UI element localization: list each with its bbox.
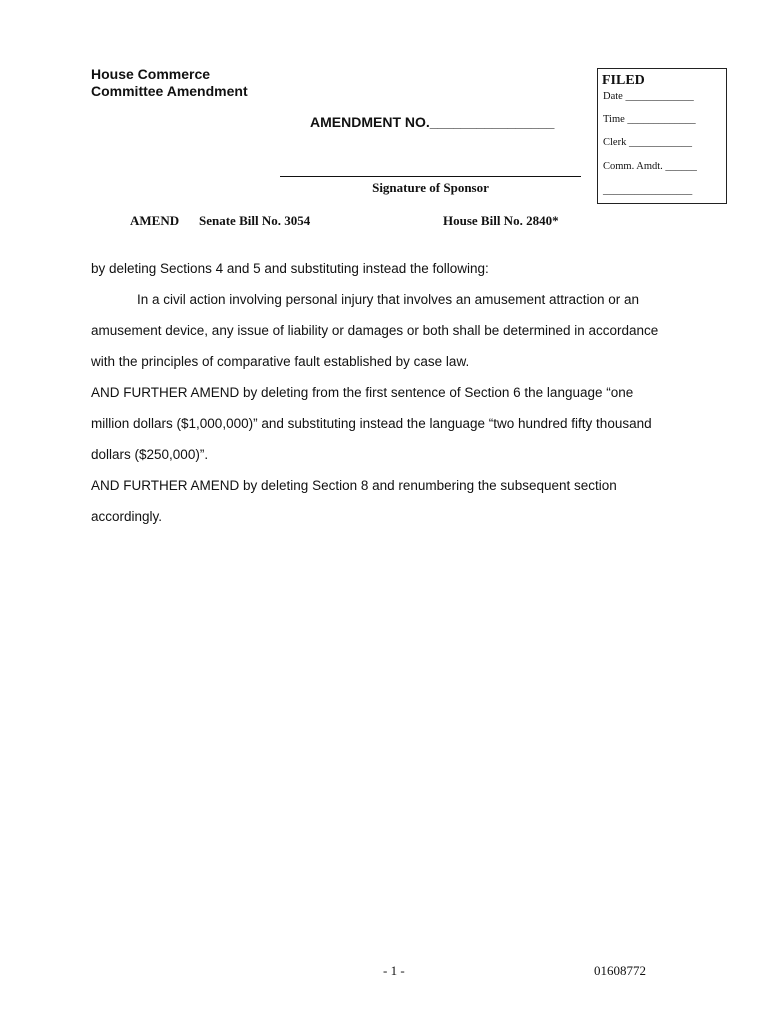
filed-comm-amdt: Comm. Amdt. ______ — [603, 161, 697, 172]
amendment-number: AMENDMENT NO.________________ — [310, 114, 555, 130]
amendment-body — [91, 253, 691, 532]
committee-line-2: Committee Amendment — [91, 83, 248, 99]
filed-time: Time _____________ — [603, 114, 696, 125]
paragraph-line: accordingly. — [91, 509, 163, 524]
paragraph-line: million dollars ($1,000,000)” and substituting instead the language “two hundred fifty thousand — [91, 416, 652, 431]
intro-line: by deleting Sections 4 and 5 and substituting instead the following: — [91, 261, 489, 276]
signature-label: Signature of Sponsor — [372, 180, 489, 195]
paragraph-line: In a civil action involving personal injury that involves an amusement attraction or an — [137, 292, 640, 307]
paragraph-line: amusement device, any issue of liability or damages or both shall be determined in accordance — [91, 323, 659, 338]
filed-clerk: Clerk ____________ — [603, 137, 692, 148]
paragraph-line: AND FURTHER AMEND by deleting Section 8 and renumbering the subsequent section — [91, 478, 617, 493]
senate-bill: Senate Bill No. 3054 — [199, 213, 311, 228]
document-number: 01608772 — [594, 963, 646, 978]
amend-label: AMEND — [130, 213, 180, 228]
paragraph-line: AND FURTHER AMEND by deleting from the first sentence of Section 6 the language “one — [91, 385, 634, 400]
filed-title: FILED — [602, 73, 645, 88]
committee-line-1: House Commerce — [91, 66, 211, 82]
page-number: - 1 - — [383, 963, 405, 978]
house-bill: House Bill No. 2840* — [443, 213, 559, 228]
signature-line — [280, 176, 581, 177]
filed-box — [597, 68, 727, 204]
committee-heading — [91, 66, 248, 100]
paragraph-line: dollars ($250,000)”. — [91, 447, 209, 462]
filed-date: Date _____________ — [603, 91, 694, 102]
filed-blank-line: _________________ — [603, 185, 693, 196]
paragraph-line: with the principles of comparative fault established by case law. — [91, 354, 470, 369]
